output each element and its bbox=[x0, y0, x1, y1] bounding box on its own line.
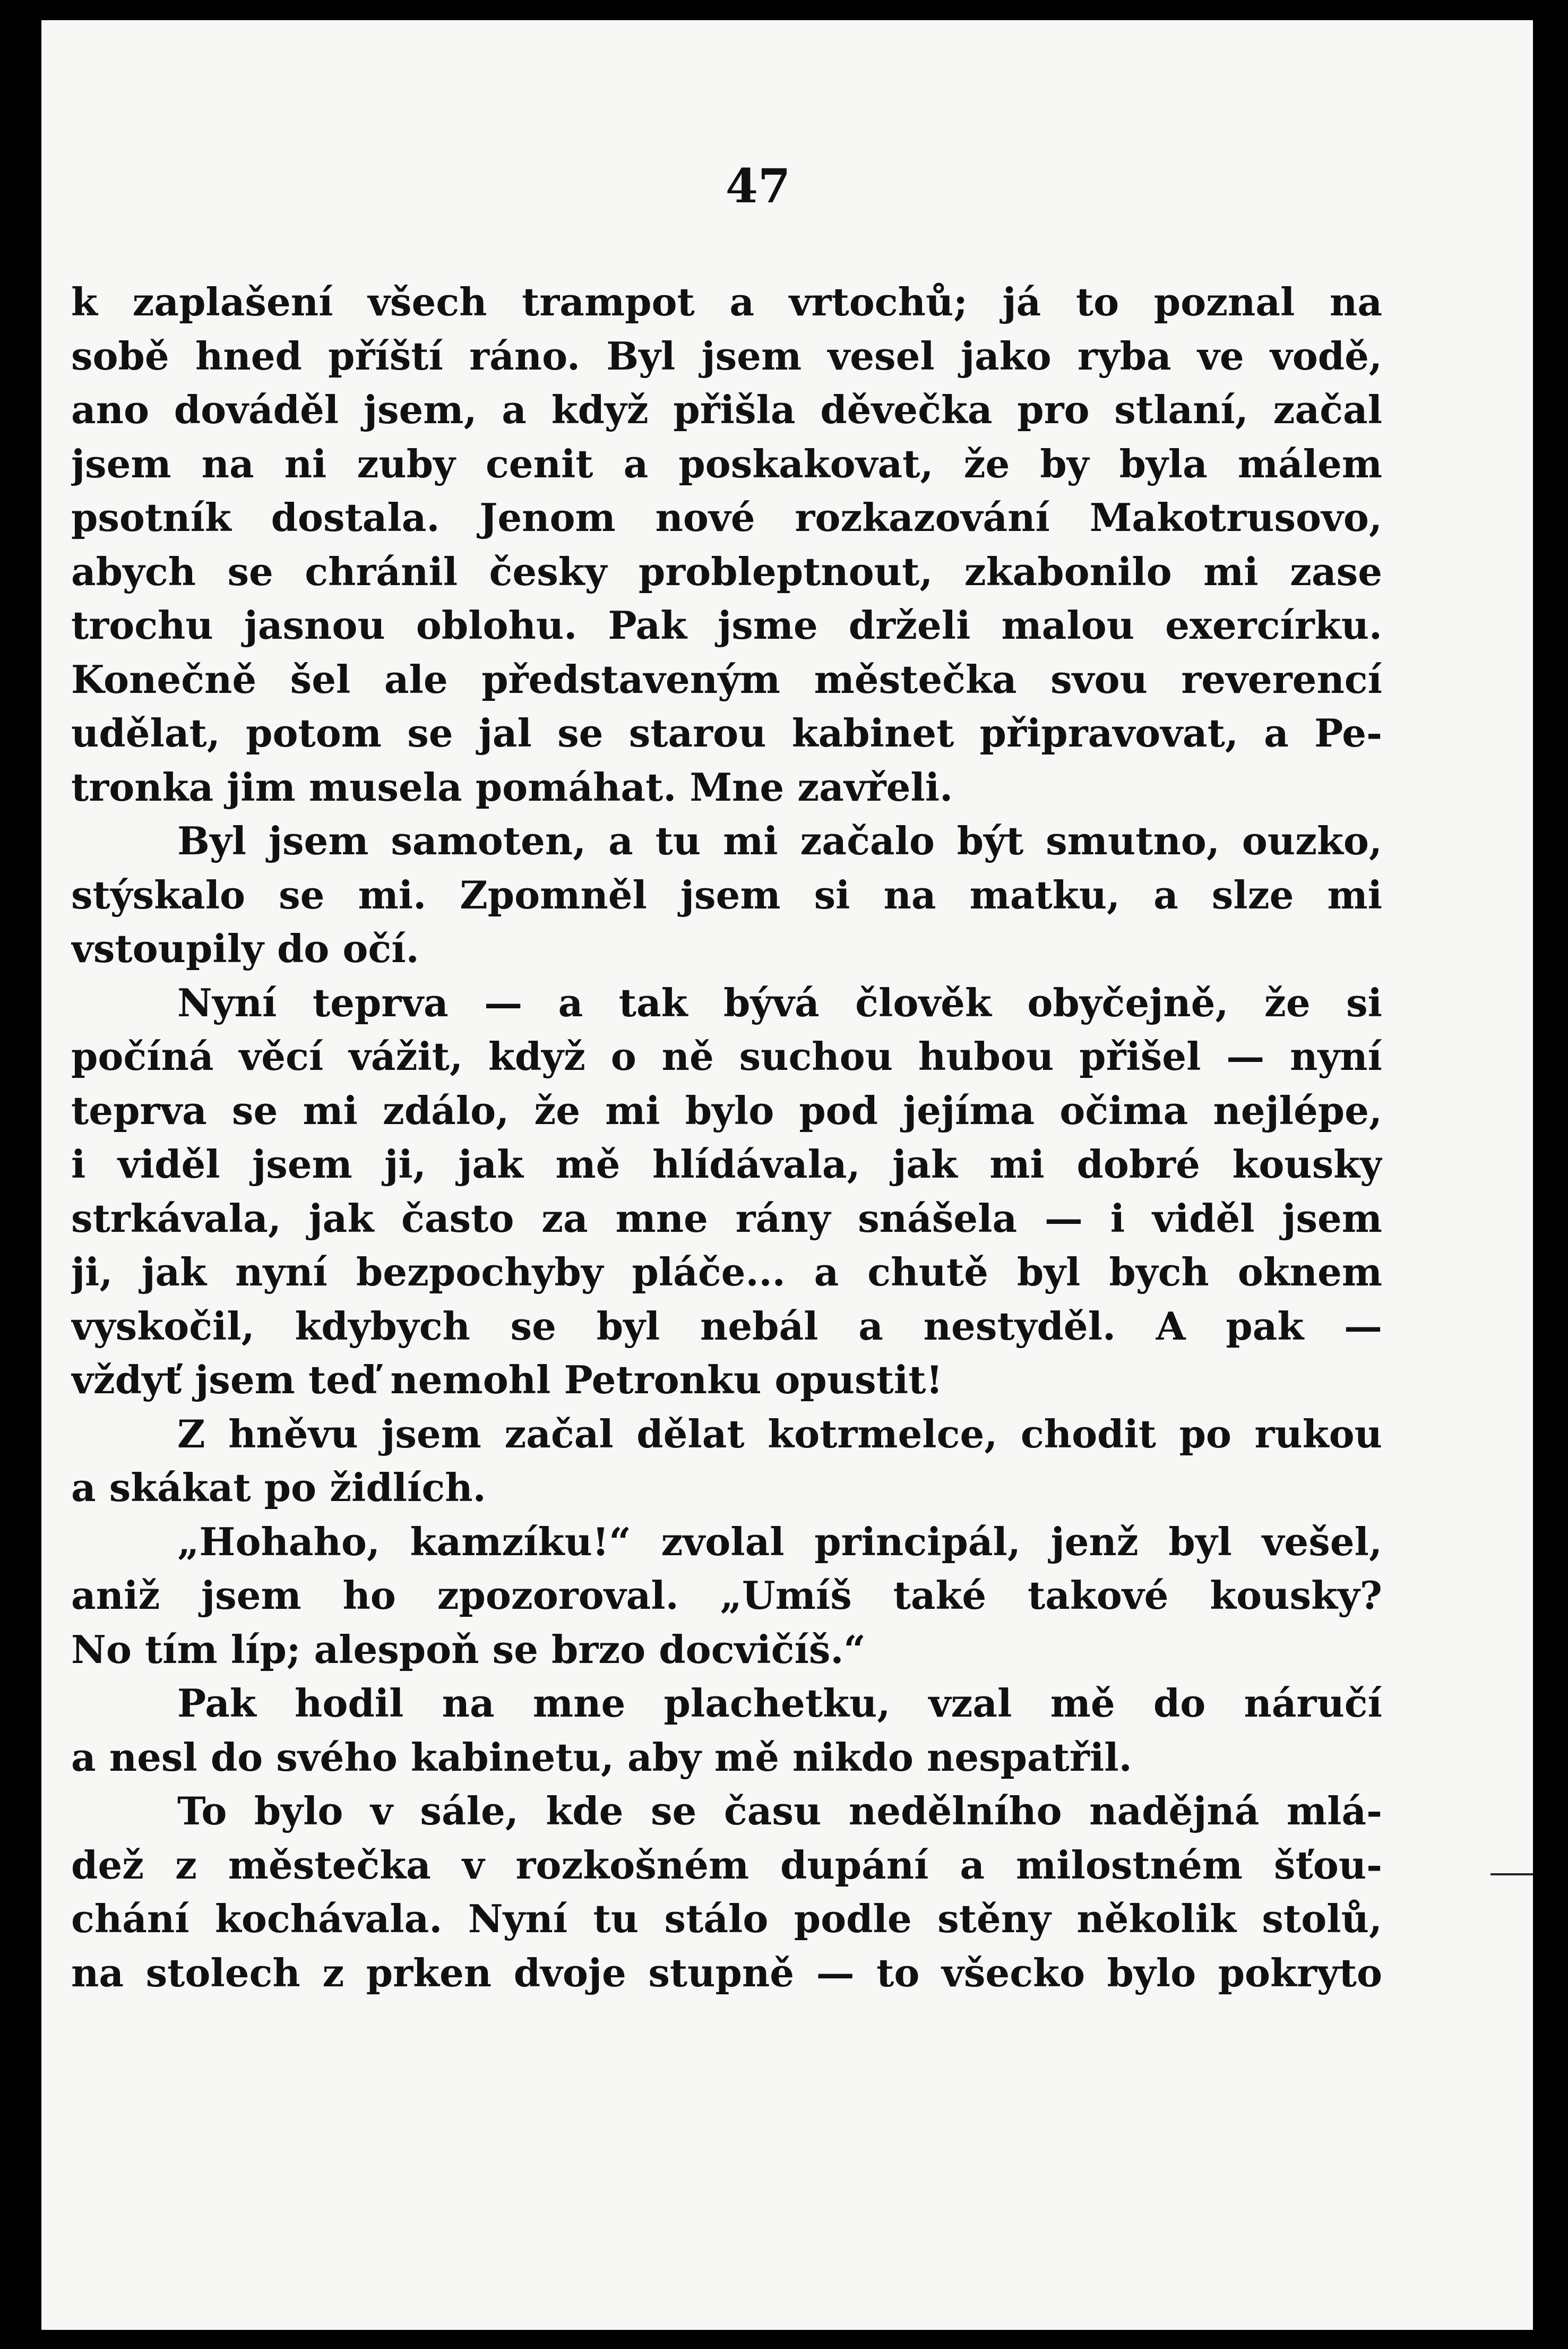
text-line: „Hohaho, kamzíku!“ zvolal principál, jenž byl vešel, bbox=[177, 1519, 1382, 1564]
text-line: k zaplašení všech trampot a vrtochů; já to poznal na bbox=[71, 279, 1382, 324]
text-line: dež z městečka v rozkošném dupání a milostném šťou- bbox=[71, 1842, 1382, 1888]
text-line: abych se chránil česky probleptnout, zkabonilo mi zase bbox=[71, 548, 1382, 594]
text-line: psotník dostala. Jenom nové rozkazování Makotrusovo, bbox=[71, 495, 1382, 540]
text-line: Nyní teprva — a tak bývá člověk obyčejně, že si bbox=[177, 980, 1382, 1025]
text-line: No tím líp; alespoň se brzo docvičíš.“ bbox=[71, 1626, 866, 1672]
text-line: a skákat po židlích. bbox=[71, 1465, 486, 1510]
text-line: vyskočil, kdybych se byl nebál a nestyděl. A pak — bbox=[71, 1303, 1382, 1349]
text-line: tronka jim musela pomáhat. Mne zavřeli. bbox=[71, 764, 953, 810]
text-line: aniž jsem ho zpozoroval. „Umíš také takové kousky? bbox=[71, 1573, 1382, 1618]
page-number: 47 bbox=[725, 158, 791, 213]
text-line: chání kochávala. Nyní tu stálo podle stěny několik stolů, bbox=[71, 1896, 1382, 1941]
text-line: teprva se mi zdálo, že mi bylo pod jejíma očima nejlépe, bbox=[71, 1087, 1382, 1133]
text-line: Byl jsem samoten, a tu mi začalo být smutno, ouzko, bbox=[177, 818, 1382, 863]
text-line: strkávala, jak často za mne rány snášela — i viděl jsem bbox=[71, 1195, 1382, 1241]
text-line: sobě hned příští ráno. Byl jsem vesel jako ryba ve vodě, bbox=[71, 333, 1382, 379]
scan-edge-mark bbox=[1491, 1873, 1533, 1875]
text-line: Konečně šel ale představeným městečka svou reverencí bbox=[71, 656, 1382, 702]
text-line: To bylo v sále, kde se času nedělního nadějná mlá- bbox=[177, 1788, 1382, 1833]
text-line: vždyť jsem teď nemohl Petronku opustit! bbox=[71, 1357, 943, 1402]
text-line: počíná věcí vážit, když o ně suchou hubou přišel — nyní bbox=[71, 1034, 1382, 1079]
text-line: trochu jasnou oblohu. Pak jsme drželi malou exercírku. bbox=[71, 603, 1382, 648]
book-page bbox=[41, 20, 1533, 2330]
text-line: vstoupily do očí. bbox=[71, 926, 419, 971]
text-line: na stolech z prken dvoje stupně — to všecko bylo pokryto bbox=[71, 1950, 1382, 1995]
text-line: Z hněvu jsem začal dělat kotrmelce, chodit po rukou bbox=[177, 1411, 1382, 1456]
text-line: ano dováděl jsem, a když přišla děvečka pro stlaní, začal bbox=[71, 387, 1382, 432]
text-line: Pak hodil na mne plachetku, vzal mě do náručí bbox=[177, 1681, 1382, 1726]
text-line: udělat, potom se jal se starou kabinet připravovat, a Pe- bbox=[71, 710, 1382, 756]
text-line: ji, jak nyní bezpochyby pláče... a chutě byl bych oknem bbox=[71, 1249, 1382, 1294]
text-line: a nesl do svého kabinetu, aby mě nikdo nespatřil. bbox=[71, 1734, 1132, 1780]
text-line: i viděl jsem ji, jak mě hlídávala, jak mi dobré kousky bbox=[71, 1142, 1382, 1187]
text-line: jsem na ni zuby cenit a poskakovat, že by byla málem bbox=[71, 441, 1382, 486]
text-line: stýskalo se mi. Zpomněl jsem si na matku, a slze mi bbox=[71, 872, 1382, 918]
body-text bbox=[71, 275, 1382, 2000]
